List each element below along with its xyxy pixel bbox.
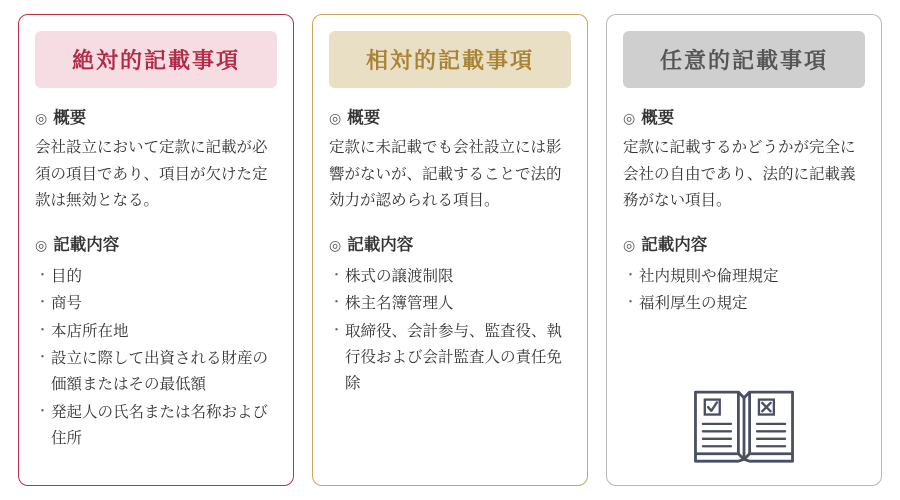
overview-text: 定款に記載するかどうかが完全に会社の自由であり、法的に記載義務がない項目。 — [623, 139, 856, 210]
list-item-label: 目的 — [51, 267, 83, 285]
section-heading-content — [329, 231, 571, 255]
list-item-label: 取締役、会計参与、監査役、執行役および会計監査人の責任免除 — [345, 322, 563, 393]
list-item — [35, 319, 277, 345]
list-item — [623, 291, 865, 317]
section-bullet-icon: ◎ — [623, 236, 636, 253]
list-item — [35, 291, 277, 317]
section-heading-content — [623, 231, 865, 255]
section-heading-label: 記載内容 — [641, 235, 708, 254]
list-item-label: 株主名簿管理人 — [345, 295, 454, 313]
section-bullet-icon: ◎ — [623, 110, 636, 126]
list-bullet-icon: ・ — [36, 349, 50, 364]
overview-text: 定款に未記載でも会社設立には影響がないが、記載することで法的効力が認められる項目。 — [329, 139, 562, 210]
list-bullet-icon: ・ — [36, 266, 50, 282]
list-bullet-icon: ・ — [330, 266, 344, 282]
book-illustration — [623, 379, 865, 471]
card-title: 相対的記載事項 — [329, 31, 571, 88]
list-item-label: 発起人の氏名または名称および住所 — [51, 403, 269, 448]
section-heading-overview — [329, 104, 571, 128]
content-list — [329, 264, 571, 399]
section-heading-overview — [35, 104, 277, 128]
card-title: 任意的記載事項 — [623, 31, 865, 88]
list-bullet-icon: ・ — [36, 402, 50, 418]
overview-text: 会社設立において定款に記載が必須の項目であり、項目が欠けた定款は無効となる。 — [35, 139, 268, 210]
section-heading-label: 記載内容 — [347, 235, 414, 254]
section-heading-label: 概要 — [347, 109, 381, 127]
section-heading-overview — [623, 104, 865, 128]
section-heading-label: 概要 — [53, 109, 87, 127]
list-item — [623, 264, 865, 290]
section-heading-label: 記載内容 — [53, 235, 120, 254]
content-list — [35, 264, 277, 453]
list-item-label: 福利厚生の規定 — [639, 295, 748, 313]
list-bullet-icon: ・ — [330, 294, 344, 310]
list-item — [329, 319, 571, 398]
card-optional-items — [606, 14, 882, 486]
list-bullet-icon: ・ — [36, 321, 50, 337]
list-item — [329, 291, 571, 317]
list-item — [35, 346, 277, 399]
list-bullet-icon: ・ — [36, 294, 50, 310]
list-bullet-icon: ・ — [330, 321, 344, 337]
list-bullet-icon: ・ — [624, 266, 638, 282]
section-heading-label: 概要 — [641, 109, 675, 127]
list-item-label: 本店所在地 — [51, 322, 129, 340]
card-absolute-items — [18, 14, 294, 486]
section-bullet-icon: ◎ — [35, 110, 48, 126]
list-item — [35, 264, 277, 290]
content-list — [623, 264, 865, 319]
list-bullet-icon: ・ — [624, 294, 638, 310]
list-item — [35, 400, 277, 453]
section-heading-content — [35, 231, 277, 255]
open-book-icon — [688, 379, 800, 465]
section-bullet-icon: ◎ — [329, 236, 342, 253]
list-item-label: 株式の譲渡制限 — [345, 267, 454, 285]
card-title: 絶対的記載事項 — [35, 31, 277, 88]
list-item-label: 社内規則や倫理規定 — [639, 267, 779, 285]
section-bullet-icon: ◎ — [35, 236, 48, 253]
list-item — [329, 264, 571, 290]
list-item-label: 商号 — [51, 295, 83, 313]
section-bullet-icon: ◎ — [329, 110, 342, 126]
list-item-label: 設立に際して出資される財産の価額またはその最低額 — [51, 350, 269, 394]
card-relative-items — [312, 14, 588, 486]
